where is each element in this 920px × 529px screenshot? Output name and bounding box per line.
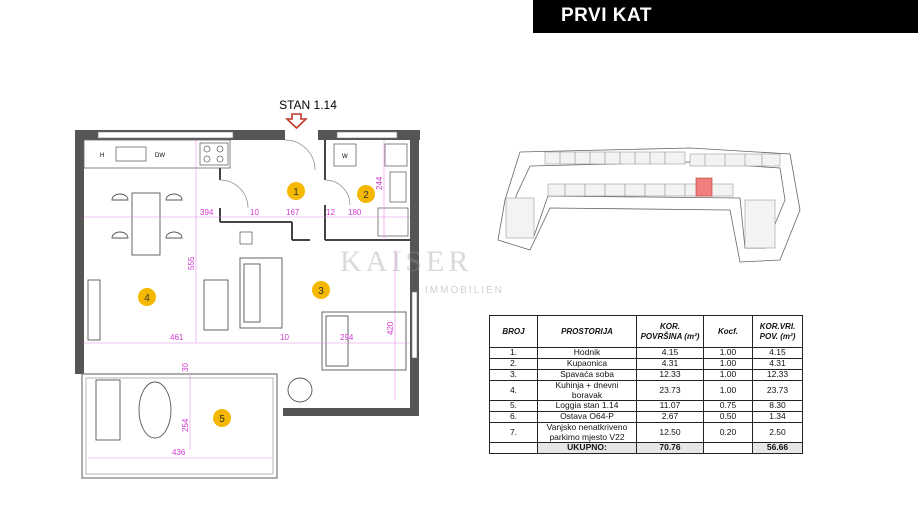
cell-area: 12.33: [637, 370, 704, 381]
floor-title: PRVI KAT: [561, 5, 652, 26]
dim-254: 254: [181, 418, 190, 432]
cell-value: 4.15: [753, 348, 803, 359]
dim-10a: 10: [250, 208, 259, 217]
cell-value: 4.31: [753, 359, 803, 370]
header-koef: Kocf.: [704, 316, 753, 348]
cell-area: 12.50: [637, 423, 704, 443]
svg-text:5: 5: [219, 414, 225, 425]
svg-text:1: 1: [293, 187, 299, 198]
fixture-h: H: [100, 153, 105, 159]
total-value: 56.66: [753, 443, 803, 454]
room-marker-2: [357, 185, 375, 203]
room-marker-1: [287, 182, 305, 200]
cell-room: Kuhinja + dnevni boravak: [538, 381, 637, 401]
cell-coef: 0.75: [704, 401, 753, 412]
cell-area: 4.15: [637, 348, 704, 359]
unit-label: STAN 1.14: [279, 98, 337, 112]
cell-coef: 1.00: [704, 359, 753, 370]
cell-value: 2.50: [753, 423, 803, 443]
watermark-sub: IMMOBILIEN: [425, 285, 504, 296]
dim-10b: 10: [280, 333, 289, 342]
cell-value: 8.30: [753, 401, 803, 412]
window-top-right: [337, 132, 397, 138]
fixture-dw: DW: [155, 153, 165, 159]
cell-room: Hodnik: [538, 348, 637, 359]
dim-244: 244: [375, 176, 384, 190]
dim-30: 30: [181, 363, 190, 372]
cell-num: 7.: [490, 423, 538, 443]
cell-coef: 1.00: [704, 348, 753, 359]
cell-area: 2.67: [637, 412, 704, 423]
table-header-row: [490, 316, 803, 348]
cell-area: 23.73: [637, 381, 704, 401]
fixture-w: W: [342, 154, 348, 160]
room-marker-4: [138, 288, 156, 306]
cell-room: Kupaonica: [538, 359, 637, 370]
cell-coef: 0.20: [704, 423, 753, 443]
cell-blank: [704, 443, 753, 454]
svg-text:2: 2: [363, 190, 369, 201]
cell-num: 5.: [490, 401, 538, 412]
table-total-row: [490, 443, 803, 454]
dim-555: 555: [187, 256, 196, 270]
room-marker-5: [213, 409, 231, 427]
highlighted-unit: [696, 178, 712, 196]
cell-coef: 1.00: [704, 370, 753, 381]
cell-value: 23.73: [753, 381, 803, 401]
cell-room: Ostava O64-P: [538, 412, 637, 423]
loggia: [82, 374, 277, 478]
cell-num: 1.: [490, 348, 538, 359]
cell-num: 2.: [490, 359, 538, 370]
window-top-left: [98, 132, 233, 138]
cell-num: 6.: [490, 412, 538, 423]
cell-value: 1.34: [753, 412, 803, 423]
dining-set: [112, 193, 182, 255]
room-area-table: [489, 315, 803, 454]
cell-room: Vanjsko nenatkriveno parkimo mjesto V22: [538, 423, 637, 443]
cell-coef: 0.50: [704, 412, 753, 423]
cell-room: Loggia stan 1.14: [538, 401, 637, 412]
cell-coef: 1.00: [704, 381, 753, 401]
cell-blank: [490, 443, 538, 454]
table-row: [490, 423, 803, 443]
dim-12: 12: [326, 208, 335, 217]
window-right: [412, 292, 417, 358]
table-row: [490, 359, 803, 370]
cell-value: 12.33: [753, 370, 803, 381]
table-row: [490, 370, 803, 381]
dim-394: 394: [200, 208, 214, 217]
room-marker-3: [312, 281, 330, 299]
dim-167: 167: [286, 208, 300, 217]
entry-arrow-icon: [287, 114, 306, 128]
dim-420: 420: [386, 321, 395, 335]
dim-461: 461: [170, 333, 184, 342]
table-row: [490, 381, 803, 401]
total-label: UKUPNO:: [538, 443, 637, 454]
header-broj: BROJ: [490, 316, 538, 348]
cell-room: Spavaća soba: [538, 370, 637, 381]
table-row: [490, 412, 803, 423]
header-povrsina: KOR. POVRŠINA (m²): [637, 316, 704, 348]
table-row: [490, 401, 803, 412]
dim-180: 180: [348, 208, 362, 217]
total-area: 70.76: [637, 443, 704, 454]
watermark-logo: KAISER: [340, 245, 473, 278]
site-plan: [490, 140, 810, 280]
unit-grid: [506, 152, 780, 248]
dim-294: 294: [340, 333, 354, 342]
svg-text:4: 4: [144, 293, 150, 304]
cell-num: 3.: [490, 370, 538, 381]
living-furniture: [88, 258, 282, 340]
floor-title-banner: [533, 0, 918, 33]
header-prostorija: PROSTORIJA: [538, 316, 637, 348]
svg-text:3: 3: [318, 286, 324, 297]
cell-num: 4.: [490, 381, 538, 401]
table-row: [490, 348, 803, 359]
cell-area: 11.07: [637, 401, 704, 412]
header-vrijednost: KOR.VRI. POV. (m²): [753, 316, 803, 348]
dim-436: 436: [172, 448, 186, 457]
cell-area: 4.31: [637, 359, 704, 370]
door-swings: [220, 140, 350, 208]
